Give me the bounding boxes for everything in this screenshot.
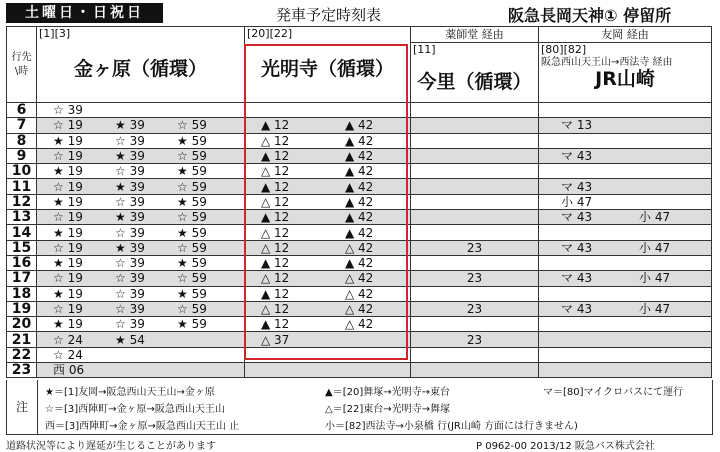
departure-cell — [539, 301, 712, 316]
departure-time: ▲ 12 — [261, 256, 290, 271]
note-item: 小＝[82]西法寺→小泉橋 行(JR山崎 方面には行きません) — [325, 421, 578, 432]
departure-time: ▲ 42 — [345, 118, 374, 133]
departure-time: ▲ 42 — [345, 179, 374, 194]
destination-label: 光明寺（循環） — [260, 58, 394, 80]
departure-time: ☆ 59 — [177, 271, 207, 286]
departure-cell — [37, 133, 245, 148]
departure-time: ▲ 12 — [261, 149, 290, 164]
note-item: 西＝[3]西陣町→金ヶ原→阪急西山天王山 止 — [45, 421, 240, 432]
departure-time: ▲ 42 — [345, 149, 374, 164]
side-label: 行先\時 — [7, 27, 37, 103]
route-numbers: [20][22] — [247, 27, 293, 40]
hour-cell: 11 — [7, 179, 37, 194]
column-kanegahara — [37, 27, 245, 103]
departure-time: ☆ 19 — [53, 240, 83, 255]
departure-time: ☆ 59 — [177, 302, 207, 316]
hour-cell: 16 — [7, 255, 37, 270]
departure-time: ★ 39 — [115, 149, 145, 164]
departure-time: △ 42 — [345, 240, 374, 255]
departure-cell — [37, 317, 245, 332]
departure-time: ★ 59 — [177, 164, 207, 179]
departure-time: ☆ 39 — [115, 271, 145, 286]
departure-time: ☆ 19 — [53, 179, 83, 194]
departure-cell — [37, 164, 245, 179]
departure-cell — [539, 271, 712, 286]
departure-cell — [411, 179, 539, 194]
via-label: 薬師堂 経由 — [411, 27, 539, 43]
departure-cell — [411, 194, 539, 209]
departure-time: ☆ 39 — [115, 256, 145, 271]
departure-time: △ 37 — [261, 332, 290, 347]
hour-cell: 21 — [7, 332, 37, 347]
via-label: 友岡 経由 — [539, 27, 712, 43]
departure-time: △ 42 — [345, 271, 374, 286]
departure-cell: 23 — [411, 271, 539, 286]
departure-time: ▲ 42 — [345, 225, 374, 240]
departure-time: ★ 19 — [53, 317, 83, 332]
via-label: 阪急西山天王山→西法寺 経由 — [541, 57, 673, 68]
hour-cell: 22 — [7, 347, 37, 362]
hour-cell: 13 — [7, 210, 37, 225]
departure-time: ☆ 59 — [177, 118, 207, 133]
departure-cell — [411, 347, 539, 362]
departure-time: ☆ 39 — [115, 286, 145, 301]
departure-time: マ 43 — [561, 271, 593, 286]
departure-time: ☆ 59 — [177, 210, 207, 225]
departure-cell — [539, 317, 712, 332]
departure-time: ★ 19 — [53, 256, 83, 271]
departure-cell — [37, 103, 245, 118]
departure-time: ▲ 12 — [261, 179, 290, 194]
departure-time: △ 12 — [261, 194, 290, 209]
departure-time: 小 47 — [639, 240, 671, 255]
departure-cell — [37, 240, 245, 255]
departure-time: ☆ 24 — [53, 332, 83, 347]
departure-cell — [37, 194, 245, 209]
departure-cell — [411, 118, 539, 133]
hour-cell: 14 — [7, 225, 37, 240]
notes-label: 注 — [7, 380, 38, 434]
departure-time: ☆ 19 — [53, 302, 83, 316]
departure-time: ▲ 42 — [345, 210, 374, 225]
departure-cell — [37, 363, 245, 378]
departure-time: ☆ 59 — [177, 149, 207, 164]
departure-time: ★ 59 — [177, 317, 207, 332]
departure-time: マ 13 — [561, 118, 593, 133]
destination-label: JR山崎 — [595, 68, 655, 90]
departure-cell — [539, 179, 712, 194]
departure-cell — [245, 363, 411, 378]
departure-cell — [539, 255, 712, 270]
departure-time: ▲ 42 — [345, 194, 374, 209]
departure-time: △ 42 — [345, 286, 374, 301]
departure-cell — [539, 225, 712, 240]
hour-cell: 19 — [7, 301, 37, 316]
departure-cell — [539, 286, 712, 301]
departure-cell — [539, 133, 712, 148]
highlight-box — [244, 44, 408, 360]
column-jr-yamazaki — [539, 43, 712, 103]
departure-time: マ 43 — [561, 149, 593, 164]
departure-time: △ 42 — [345, 317, 374, 332]
departure-time: ★ 19 — [53, 225, 83, 240]
departure-cell — [411, 103, 539, 118]
departure-time: ☆ 39 — [53, 103, 83, 118]
departure-time: ☆ 39 — [115, 317, 145, 332]
departure-time: ★ 39 — [115, 240, 145, 255]
departure-time: ★ 19 — [53, 133, 83, 148]
destination-label: 今里（循環） — [417, 71, 532, 93]
departure-time: ☆ 19 — [53, 118, 83, 133]
departure-time: ★ 39 — [115, 210, 145, 225]
departure-time: ▲ 42 — [345, 256, 374, 271]
departure-time: ★ 39 — [115, 118, 145, 133]
destination-label: 金ヶ原（循環） — [73, 58, 207, 80]
hour-cell: 15 — [7, 240, 37, 255]
departure-cell — [411, 286, 539, 301]
departure-time: ▲ 42 — [345, 164, 374, 179]
departure-time: ☆ 59 — [177, 240, 207, 255]
departure-time: △ 12 — [261, 164, 290, 179]
departure-cell — [539, 240, 712, 255]
departure-cell — [37, 148, 245, 163]
departure-cell — [539, 363, 712, 378]
departure-time: ▲ 12 — [261, 210, 290, 225]
departure-cell — [539, 103, 712, 118]
departure-cell — [539, 332, 712, 347]
departure-cell — [37, 332, 245, 347]
departure-cell — [411, 317, 539, 332]
departure-time: マ 43 — [561, 179, 593, 194]
departure-time: ▲ 12 — [261, 118, 290, 133]
departure-time: ▲ 12 — [261, 286, 290, 301]
departure-cell — [411, 164, 539, 179]
departure-time: △ 12 — [261, 271, 290, 286]
departure-time: ▲ 12 — [261, 317, 290, 332]
hour-cell: 9 — [7, 148, 37, 163]
note-item: マ＝[80]マイクロバスにて運行 — [543, 387, 684, 398]
departure-cell: 23 — [411, 332, 539, 347]
departure-cell — [37, 301, 245, 316]
route-numbers: [80][82] — [541, 43, 587, 56]
departure-time: ☆ 19 — [53, 149, 83, 164]
departure-time: マ 43 — [561, 302, 593, 316]
departure-cell — [411, 210, 539, 225]
departure-cell — [37, 286, 245, 301]
departure-cell — [37, 347, 245, 362]
departure-cell — [37, 179, 245, 194]
departure-time: マ 43 — [561, 210, 593, 225]
departure-time: ★ 19 — [53, 194, 83, 209]
note-item: ★＝[1]友岡→阪急西山天王山→金ヶ原 — [45, 387, 215, 398]
departure-time: 小 47 — [639, 271, 671, 286]
departure-cell — [37, 118, 245, 133]
departure-time: マ 43 — [561, 240, 593, 255]
footer-delay-note: 道路状況等により遅延が生じることがあります — [6, 441, 216, 452]
departure-cell: 23 — [411, 240, 539, 255]
departure-time: ☆ 19 — [53, 210, 83, 225]
notes-section — [6, 380, 713, 435]
departure-time: 小 47 — [639, 210, 671, 225]
departure-cell — [37, 271, 245, 286]
departure-cell — [539, 347, 712, 362]
departure-cell — [411, 255, 539, 270]
hour-cell: 20 — [7, 317, 37, 332]
departure-time: ★ 54 — [115, 332, 145, 347]
day-type-badge: 土曜日・日祝日 — [6, 3, 163, 23]
departure-time: ★ 39 — [115, 179, 145, 194]
departure-time: ☆ 59 — [177, 179, 207, 194]
departure-time: ★ 59 — [177, 286, 207, 301]
departure-cell — [37, 225, 245, 240]
departure-cell — [539, 210, 712, 225]
departure-time: ☆ 24 — [53, 347, 83, 362]
departure-time: ★ 59 — [177, 256, 207, 271]
route-numbers: [1][3] — [39, 27, 71, 40]
departure-cell — [37, 255, 245, 270]
departure-cell — [411, 148, 539, 163]
departure-cell — [411, 133, 539, 148]
departure-cell — [539, 194, 712, 209]
hour-cell: 8 — [7, 133, 37, 148]
departure-time: △ 12 — [261, 302, 290, 316]
departure-time: ★ 59 — [177, 133, 207, 148]
departure-time: ★ 59 — [177, 225, 207, 240]
departure-time: ☆ 19 — [53, 271, 83, 286]
departure-time: ★ 59 — [177, 194, 207, 209]
departure-cell — [411, 225, 539, 240]
departure-time: ☆ 39 — [115, 164, 145, 179]
page-title: 発車予定時刻表 — [276, 6, 382, 24]
footer-publisher: P 0962-00 2013/12 阪急バス株式会社 — [476, 441, 655, 452]
hour-cell: 10 — [7, 164, 37, 179]
departure-cell — [539, 164, 712, 179]
route-numbers: [11] — [413, 43, 436, 56]
departure-time: △ 12 — [261, 240, 290, 255]
hour-cell: 12 — [7, 194, 37, 209]
hour-cell: 7 — [7, 118, 37, 133]
note-item: ☆＝[3]西陣町→金ヶ原→阪急西山天王山 — [45, 404, 225, 415]
departure-time: 小 47 — [639, 302, 671, 316]
departure-time: ★ 19 — [53, 286, 83, 301]
departure-cell — [539, 148, 712, 163]
note-item: ▲＝[20]舞塚→光明寺→東台 — [325, 387, 450, 398]
table-row — [7, 363, 712, 378]
departure-cell — [411, 363, 539, 378]
column-imazato — [411, 43, 539, 103]
hour-cell: 18 — [7, 286, 37, 301]
stop-name: 阪急長岡天神① 停留所 — [508, 6, 672, 25]
departure-time: △ 12 — [261, 225, 290, 240]
departure-time: ▲ 42 — [345, 133, 374, 148]
departure-time: ★ 19 — [53, 164, 83, 179]
departure-time: 小 47 — [561, 194, 593, 209]
departure-time: ☆ 39 — [115, 302, 145, 316]
departure-time: △ 12 — [261, 133, 290, 148]
hour-cell: 6 — [7, 103, 37, 118]
departure-time: △ 42 — [345, 302, 374, 316]
departure-time: 西 06 — [53, 363, 85, 378]
note-item: △＝[22]東台→光明寺→舞塚 — [325, 404, 450, 415]
hour-cell: 17 — [7, 271, 37, 286]
departure-cell: 23 — [411, 301, 539, 316]
departure-time: ☆ 39 — [115, 225, 145, 240]
departure-cell — [37, 210, 245, 225]
departure-cell — [539, 118, 712, 133]
hour-cell: 23 — [7, 363, 37, 378]
departure-time: ☆ 39 — [115, 133, 145, 148]
departure-time: ☆ 39 — [115, 194, 145, 209]
